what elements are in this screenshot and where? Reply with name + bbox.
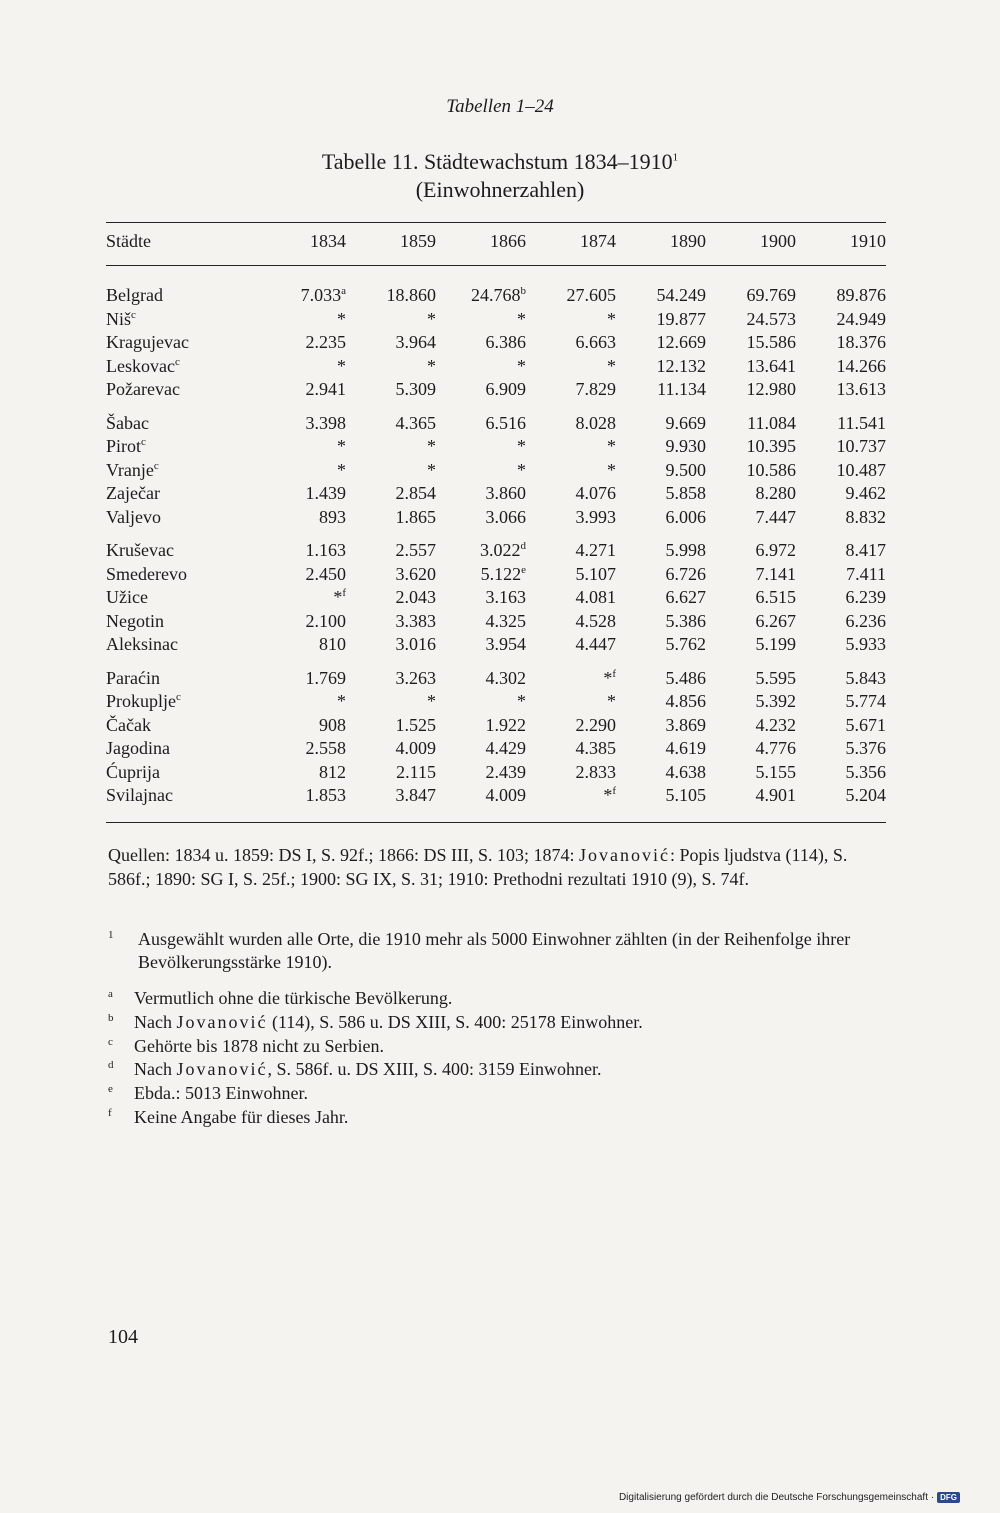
population-cell: 1.853 [305,785,346,805]
population-cell: 3.860 [485,483,526,503]
footnote-ref: f [342,587,346,599]
footer-credit: Digitalisierung gefördert durch die Deutsche Forschungsgemeinschaft · DFG [619,1492,960,1503]
population-cell: 12.132 [656,355,706,376]
population-cell: 1.865 [395,506,436,527]
table-title-line1: Tabelle 11. Städtewachstum 1834–1910$^1$ [321,149,679,174]
city-name: Negotin [106,610,164,631]
population-cell: * [607,308,616,329]
population-cell: 7.829 [575,379,616,399]
population-cell: 24.949 [836,308,886,329]
population-cell: 27.605 [566,285,616,305]
population-cell: 5.671 [845,714,886,735]
population-cell: *$^f$ [603,667,616,688]
population-cell: 2.100 [305,610,346,631]
table-row [106,402,886,436]
city-name: Užice [106,587,148,607]
population-cell: 8.280 [755,483,796,503]
population-cell: 4.638 [665,761,706,782]
population-cell: 8.417 [845,540,886,560]
population-cell: * [337,355,346,376]
population-cell: 2.043 [395,587,436,607]
column-header: 1859 [400,231,436,251]
page-number: 104 [108,1326,138,1348]
table-row [106,506,886,530]
population-cell: 2.115 [396,761,436,782]
population-cell: * [517,355,526,376]
population-cell: 4.009 [485,785,526,805]
population-cell: 24.768$^b$ [471,285,526,305]
population-cell: 9.669 [665,412,706,433]
population-cell: 69.769 [746,285,796,305]
footnote-d: d Nach Jovanović, S. 586f. u. DS XIII, S. 400: 3159 Einwohner. [108,1059,602,1079]
population-cell: 5.998 [665,540,706,560]
population-cell: 5.199 [755,634,796,654]
table-row [106,690,886,714]
population-cell: 3.016 [395,634,436,654]
city-name: Kruševac [106,540,174,560]
population-cell: 5.392 [755,691,796,711]
bottom-rule [106,822,886,823]
table-row [106,761,886,785]
population-cell: 4.776 [755,738,796,758]
city-name: Jagodina [106,738,170,758]
population-cell: 4.429 [485,738,526,758]
population-cell: 6.386 [485,332,526,352]
population-cell: 9.930 [665,436,706,456]
footnote-1: 1 Ausgewählt wurden alle Orte, die 1910 mehr als 5000 Einwohner zählten (in der Reihenfolge ihrer Bevölkerungsstärke 1910). [108,929,851,972]
footnote-ref: c [141,436,146,448]
footnote-f: f Keine Angabe für dieses Jahr. [108,1107,349,1127]
population-cell: 4.856 [665,691,706,711]
population-cell: 4.528 [575,610,616,631]
population-cell: 6.515 [755,587,796,607]
population-cell: 6.726 [665,563,706,584]
table-row [106,284,886,308]
population-cell: 24.573 [746,308,796,329]
population-cell: 3.620 [395,563,436,584]
column-header: 1866 [490,231,526,251]
city-name: Valjevo [106,506,161,527]
city-name: Prokuplje$^c$ [106,691,181,711]
population-cell: * [427,436,436,456]
population-cell: 5.386 [665,610,706,631]
table-row [106,714,886,738]
footnote-ref-1: 1 [672,151,679,164]
author-name: Jovanović [176,1059,268,1079]
population-cell: 2.439 [485,761,526,782]
population-cell: 6.909 [485,379,526,399]
population-cell: 6.006 [665,506,706,527]
table-row [106,435,886,459]
population-cell: 4.232 [755,714,796,735]
population-cell: 3.383 [395,610,436,631]
population-cell: 5.376 [845,738,886,758]
population-cell: 12.669 [656,332,706,352]
table-row [106,657,886,691]
population-cell: 18.860 [386,285,436,305]
table-row [106,459,886,483]
population-cell: 2.235 [305,332,346,352]
population-cell: 2.941 [305,379,346,399]
population-cell: * [517,436,526,456]
population-cell: 5.309 [395,379,436,399]
population-cell: *$^f$ [333,587,346,607]
population-cell: 1.439 [305,483,346,503]
table-header-row [106,230,886,254]
population-cell: 6.239 [845,587,886,607]
population-cell: 7.411 [846,563,886,584]
population-cell: * [337,459,346,480]
population-cell: 4.619 [665,738,706,758]
city-name: Smederevo [106,563,187,584]
table-row [106,784,886,808]
population-cell: 10.487 [836,459,886,480]
population-cell: 13.613 [836,379,886,399]
population-cell: 5.774 [845,691,886,711]
footnote-a: a Vermutlich ohne die türkische Bevölkerung. [108,988,453,1008]
population-cell: 10.586 [746,459,796,480]
table-title-line2: (Einwohnerzahlen) [415,177,585,202]
city-name: Pirot$^c$ [106,436,146,456]
population-cell: 4.076 [575,483,616,503]
population-cell: * [337,691,346,711]
population-cell: * [607,436,616,456]
population-cell: 15.586 [746,332,796,352]
population-cell: * [517,691,526,711]
population-cell: 3.163 [485,587,526,607]
population-cell: 5.204 [845,785,886,805]
population-cell: 2.557 [395,540,436,560]
population-cell: 3.869 [665,714,706,735]
population-cell: 3.954 [485,634,526,654]
population-cell: 3.398 [305,412,346,433]
table-row [106,586,886,610]
population-cell: 3.964 [395,332,436,352]
footnote-c: c Gehörte bis 1878 nicht zu Serbien. [108,1036,384,1056]
population-cell: 12.980 [746,379,796,399]
city-name: Niš$^c$ [106,308,136,329]
population-cell: * [517,308,526,329]
population-cell: 18.376 [836,332,886,352]
table-row [106,633,886,657]
population-cell: 893 [319,506,346,527]
population-cell: * [607,459,616,480]
population-cell: 13.641 [746,355,796,376]
population-cell: 4.081 [575,587,616,607]
population-cell: 10.395 [746,436,796,456]
population-cell: * [427,355,436,376]
table-row [106,529,886,563]
column-header: Städte [106,231,151,251]
city-name: Ćuprija [106,761,160,782]
footnote-b: b Nach Jovanović (114), S. 586 u. DS XIII, S. 400: 25178 Einwohner. [108,1012,643,1032]
footnote-ref: c [174,355,180,368]
population-cell: 2.558 [305,738,346,758]
population-cell: 7.033$^a$ [300,285,346,305]
footnote-ref: d [520,540,526,552]
column-header: 1874 [580,231,616,251]
population-cell: 3.263 [395,667,436,688]
population-cell: 4.302 [485,667,526,688]
author-name: Jovanović [176,1012,268,1032]
city-name: Čačak [106,714,151,735]
population-cell: 7.141 [755,563,796,584]
population-cell: 6.516 [485,412,526,433]
table-row [106,355,886,379]
population-cell: 5.107 [575,563,616,584]
population-cell: 89.876 [836,285,886,305]
footnote-e: e Ebda.: 5013 Einwohner. [108,1083,308,1103]
population-cell: 6.236 [845,610,886,631]
footnote-ref: c [131,308,136,321]
footnote-ref: e [521,563,526,576]
population-cell: * [607,355,616,376]
sources-note: Quellen: 1834 u. 1859: DS I, S. 92f.; 1866: DS III, S. 103; 1874: Jovanović: Popis ljudstva (114), S. 586f.; 1890: SG I, S. 25f.; 1900: SG IX, S. 31; 1910: Prethodni rezultati 1910 (9), S. 74f. [108,845,848,889]
city-name: Leskovac$^c$ [106,355,180,376]
population-cell: 5.762 [665,634,706,654]
column-header: 1910 [850,231,886,251]
population-cell: 6.267 [755,610,796,631]
table-row [106,482,886,506]
population-cell: * [607,691,616,711]
population-cell: *$^f$ [603,785,616,805]
population-cell: 1.922 [485,714,526,735]
population-cell: 4.901 [755,785,796,805]
footnote-ref: b [520,285,526,297]
header-rule [106,265,886,266]
population-cell: 1.769 [305,667,346,688]
population-cell: 4.325 [485,610,526,631]
top-rule [106,222,886,223]
city-name: Paraćin [106,667,160,688]
population-cell: 1.163 [305,540,346,560]
population-cell: * [427,308,436,329]
population-cell: 5.122e [480,563,526,584]
column-header: 1890 [670,231,706,251]
population-cell: 5.843 [845,667,886,688]
table-title [0,148,1000,204]
population-cell: 5.356 [845,761,886,782]
author-name: Jovanović [579,845,670,865]
population-cell: 2.290 [575,714,616,735]
population-cell: 908 [319,714,346,735]
population-cell: 19.877 [656,308,706,329]
footnote-ref: c [176,691,181,703]
population-cell: 4.447 [575,634,616,654]
population-table [106,230,886,254]
population-cell: 6.663 [575,332,616,352]
dfg-logo: DFG [937,1492,960,1503]
population-cell: * [337,436,346,456]
population-cell: 14.266 [836,355,886,376]
city-name: Zaječar [106,483,160,503]
population-cell: 2.450 [305,563,346,584]
population-cell: 4.009 [395,738,436,758]
population-cell: 4.365 [395,412,436,433]
population-cell: 5.155 [755,761,796,782]
running-head: Tabellen 1–24 [446,96,554,117]
population-cell: 11.541 [837,412,886,433]
population-table-body [106,284,886,808]
table-row [106,610,886,634]
population-cell: 3.022$^d$ [480,540,526,560]
population-cell: 8.832 [845,506,886,527]
population-cell: 11.134 [657,379,706,399]
population-cell: 3.993 [575,506,616,527]
population-cell: * [517,459,526,480]
city-name: Belgrad [106,285,163,305]
city-name: Vranje$^c$ [106,459,159,480]
population-cell: 810 [319,634,346,654]
population-cell: 2.833 [575,761,616,782]
population-cell: 4.271 [575,540,616,560]
table-row [106,308,886,332]
table-row [106,331,886,355]
population-cell: 6.627 [665,587,706,607]
population-cell: 54.249 [656,285,706,305]
population-cell: 5.858 [665,483,706,503]
population-cell: 8.028 [575,412,616,433]
population-cell: 10.737 [836,436,886,456]
footnote-ref: f [612,667,616,680]
column-header: 1900 [760,231,796,251]
population-cell: 6.972 [755,540,796,560]
population-cell: 9.462 [845,483,886,503]
population-cell: 5.933 [845,634,886,654]
city-name: Šabac [106,412,149,433]
table-row [106,563,886,587]
population-cell: 2.854 [395,483,436,503]
population-cell: 3.847 [395,785,436,805]
population-cell: 3.066 [485,506,526,527]
population-cell: 5.595 [755,667,796,688]
population-cell: 7.447 [755,506,796,527]
population-cell: 4.385 [575,738,616,758]
footnote-ref: a [341,285,346,297]
city-name: Požarevac [106,379,180,399]
city-name: Kragujevac [106,332,189,352]
population-cell: * [427,459,436,480]
footnote-ref: c [153,459,159,472]
population-cell: * [427,691,436,711]
population-cell: 9.500 [665,459,706,480]
population-cell: * [337,308,346,329]
table-row [106,737,886,761]
column-header: 1834 [310,231,346,251]
table-row [106,378,886,402]
city-name: Aleksinac [106,634,178,654]
footnote-ref: f [612,785,616,797]
population-cell: 1.525 [395,714,436,735]
population-cell: 812 [319,761,346,782]
city-name: Svilajnac [106,785,173,805]
population-cell: 11.084 [747,412,796,433]
population-cell: 5.486 [665,667,706,688]
population-cell: 5.105 [665,785,706,805]
